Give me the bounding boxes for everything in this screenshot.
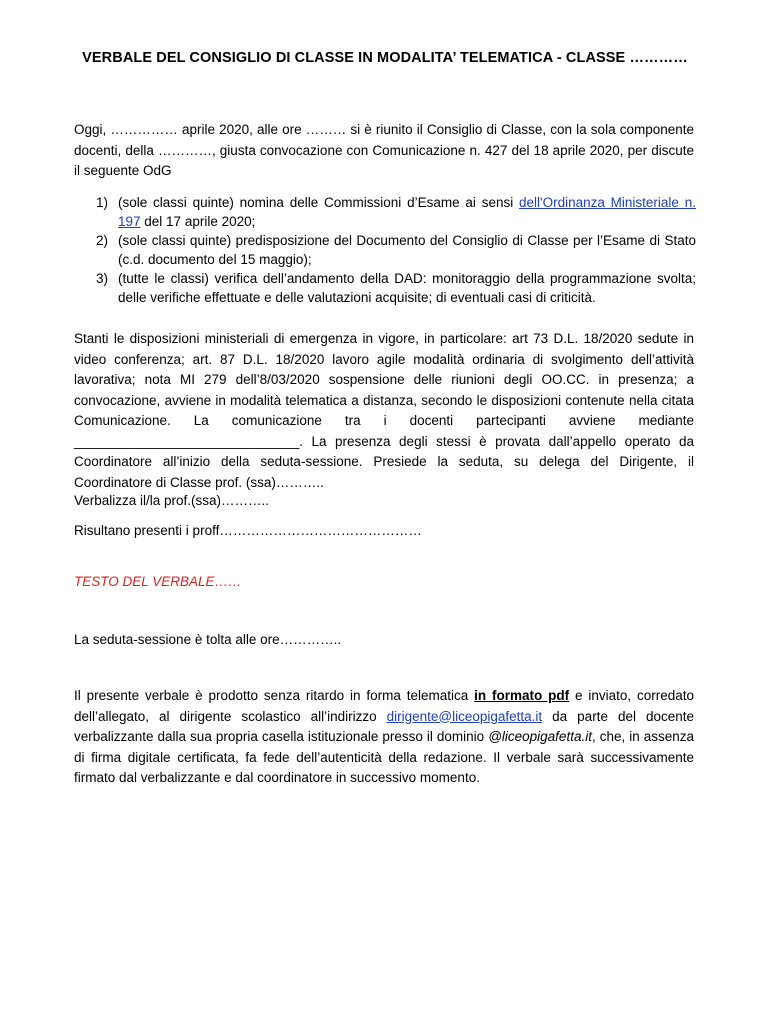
- list-text: (tutte le classi) verifica dell’andamento della DAD: monitoraggio della programmazione svolta; delle verifiche effettuate e delle valutazioni acquisite; di eventuali casi di criticità.: [118, 271, 696, 305]
- closing-text-part: e inviato, corredato dell’allegato, al dirigente scolastico all’indirizzo: [74, 688, 694, 724]
- list-item: [96, 231, 696, 269]
- domain-text: @liceopigafetta.it: [488, 729, 592, 744]
- closing-text-part: da parte del docente verbalizzante dalla sua propria casella istituzionale presso il dominio: [74, 708, 694, 744]
- document-title: VERBALE DEL CONSIGLIO DI CLASSE IN MODALITA’ TELEMATICA - CLASSE …………: [82, 50, 688, 66]
- list-text: (sole classi quinte) predisposizione del Documento del Consiglio di Classe per l’Esame di Stato (c.d. documento del 15 maggio);: [118, 233, 696, 267]
- testo-verbale-heading: TESTO DEL VERBALE……: [74, 574, 242, 589]
- closing-text-part: , che, in assenza di firma digitale certificata, fa fede dell’autenticità della redazione. Il verbale sarà successivamente firmato dal verbalizzante e dal coordinatore in successivo momento.: [74, 729, 695, 785]
- list-text-part: del 17 aprile 2020;: [140, 214, 256, 229]
- pdf-format-emphasis: in formato pdf: [474, 688, 570, 703]
- list-number: 3): [96, 271, 109, 286]
- list-text: [118, 193, 696, 231]
- seduta-tolta-line: La seduta-sessione è tolta alle ore…………..: [74, 632, 342, 647]
- provisions-paragraph: Stanti le disposizioni ministeriali di emergenza in vigore, in particolare: art 73 D.L. 18/2020 sedute in video conferenza; art. 87 D.L. 18/2020 lavoro agile modalità ordinaria di svolgimento dell’attività lavorativa; nota MI 279 dell’8/03/2020 sospensione delle riunioni degli OO.CC. in presenza; a convocazione, avviene in modalità telematica a distanza, secondo le disposizioni contenute nella citata Comunicazione. La comunicazione tra i docenti partecipanti avviene mediante ______________________________. La presenza degli stessi è provata dall’appello operato da Coordinatore all’inizio della seduta-sessione. Presiede la seduta, su delega del Dirigente, il Coordinatore di Classe prof. (ssa)………..: [74, 331, 694, 490]
- list-number: 1): [96, 195, 109, 210]
- odg-list: [96, 193, 696, 307]
- closing-text-part: Il presente verbale è prodotto senza ritardo in forma telematica: [74, 688, 475, 703]
- list-item: [96, 269, 696, 307]
- verbalizza-line: Verbalizza il/la prof.(ssa)………..: [74, 493, 270, 508]
- closing-paragraph: [74, 686, 694, 789]
- email-link[interactable]: dirigente@liceopigafetta.it: [386, 708, 543, 724]
- list-number: 2): [96, 233, 109, 248]
- presenti-line: Risultano presenti i proff………………………………………: [74, 523, 422, 538]
- intro-paragraph: Oggi, …………… aprile 2020, alle ore ……… si è riunito il Consiglio di Classe, con la sola componente docenti, della …………, giusta convocazione con Comunicazione n. 427 del 18 aprile 2020, per discute il seguente OdG: [74, 122, 694, 178]
- list-text-part: (sole classi quinte) nomina delle Commissioni d’Esame ai sensi: [118, 195, 519, 210]
- list-item: [96, 193, 696, 231]
- ordinanza-link[interactable]: dell'Ordinanza Ministeriale n. 197: [118, 195, 696, 229]
